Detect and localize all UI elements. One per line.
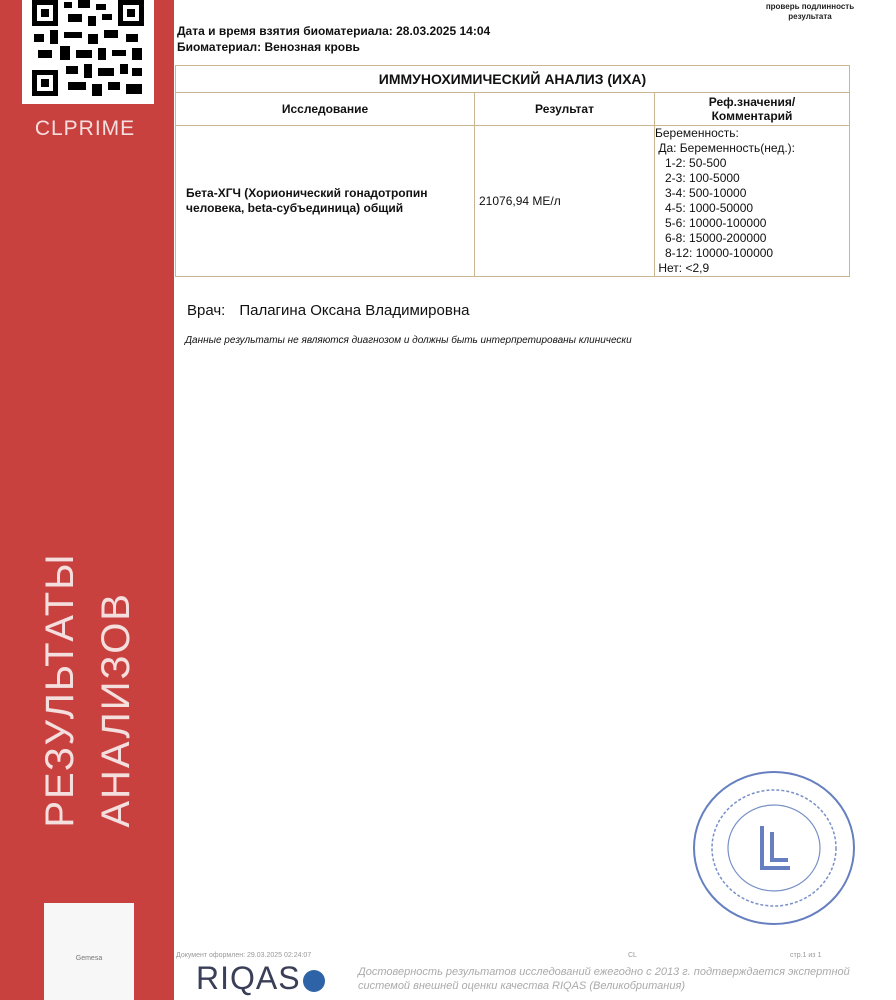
test-name-line1: Бета-ХГЧ (Хорионический гонадотропин [186,186,428,200]
ref-line: 4-5: 1000-50000 [655,201,754,215]
footer-code: CL [628,952,637,959]
col-study-header: Исследование [176,93,475,126]
ref-line: 3-4: 500-10000 [655,186,747,200]
ref-line: 5-6: 10000-100000 [655,216,767,230]
sample-datetime: Дата и время взятия биоматериала: 28.03.2025 14:04 [177,24,491,38]
partner-logo-label: Gemesa [75,955,103,962]
vertical-title-line2: АНАЛИЗОВ [94,592,138,828]
ref-line: 2-3: 100-5000 [655,171,740,185]
doctor-line [187,302,469,319]
riqas-icon [303,970,325,992]
brand-logo: CLPRIME [34,117,136,140]
doctor-name: Палагина Оксана Владимировна [239,302,470,319]
riqas-logo [196,960,325,997]
reference-values [655,126,850,277]
seal-stamp [688,768,858,928]
footer-doc-issued: Документ оформлен: 29.03.2025 02:24:07 [176,952,312,959]
results-table [175,65,850,277]
doctor-label: Врач: [187,302,226,319]
partner-logo [44,903,134,1000]
disclaimer: Данные результаты не являются диагнозом и должны быть интерпретированы клинически [185,335,632,346]
verify-note [740,2,880,22]
ref-line: 8-12: 10000-100000 [655,246,774,260]
ref-line: 1-2: 50-500 [655,156,727,170]
verify-line1: проверь подлинность [765,2,855,11]
table-title: ИММУНОХИМИЧЕСКИЙ АНАЛИЗ (ИХА) [176,66,850,93]
footer-page: стр.1 из 1 [790,952,822,959]
ref-line: Беременность: [655,126,739,140]
col-ref-header [655,93,850,126]
test-result: 21076,94 МЕ/л [475,126,655,277]
riqas-text: RIQAS [196,960,301,996]
verify-line2: результата [788,12,832,21]
ref-line: Нет: <2,9 [655,261,710,275]
sidebar-panel [0,0,174,1000]
qr-code[interactable] [22,0,154,104]
test-name-line2: человека, beta-субъединица) общий [186,201,404,215]
vertical-title-line1: РЕЗУЛЬТАТЫ [38,552,82,828]
ref-line: 6-8: 15000-200000 [655,231,767,245]
biomaterial: Биоматериал: Венозная кровь [177,40,360,54]
col-result-header: Результат [475,93,655,126]
col-ref-header-line2: Комментарий [711,109,793,123]
qr-code-icon [32,0,144,100]
test-name [176,126,475,277]
col-ref-header-line1: Реф.значения/ [708,95,796,109]
table-row [176,126,850,277]
ref-line: Да: Беременность(нед.): [655,141,795,155]
quality-note: Достоверность результатов исследований ежегодно с 2013 г. подтверждается экспертной системой внешней оценки качества RIQAS (Великобритания) [358,966,850,992]
